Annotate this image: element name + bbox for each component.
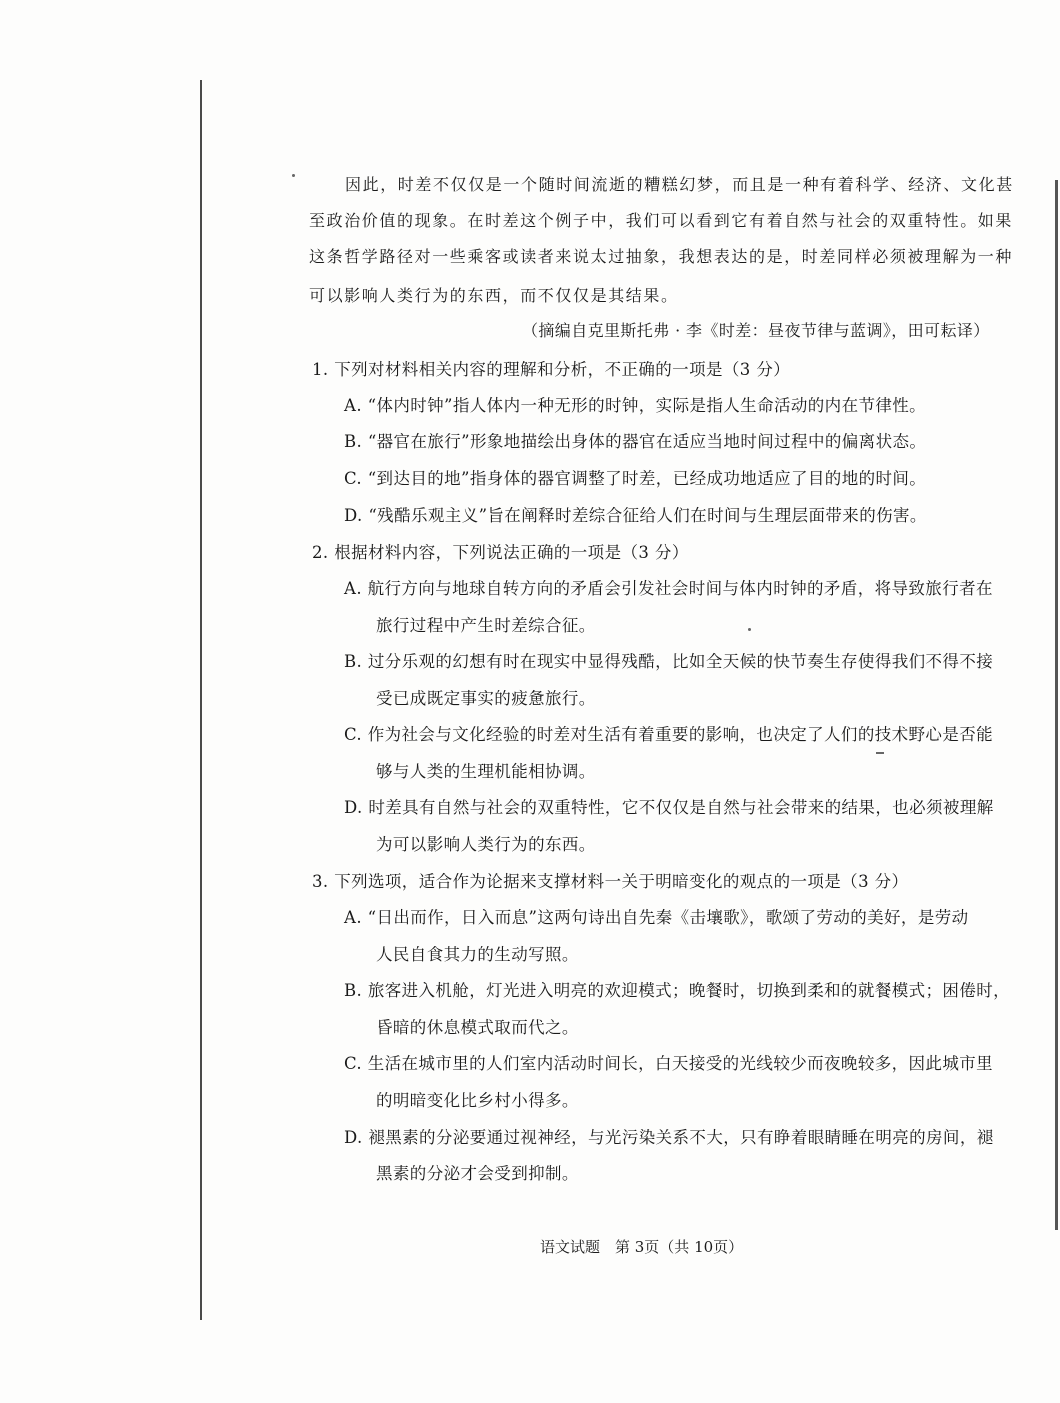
page-footer: 语文试题 第 3页（共 10页） (540, 1238, 744, 1256)
page-edge-line (1055, 180, 1058, 1230)
question-3-option-c: C. 生活在城市里的人们室内活动时间长，白天接受的光线较少而夜晚较多，因此城市里 (344, 1054, 994, 1073)
question-2-option-d: D. 时差具有自然与社会的双重特性，它不仅仅是自然与社会带来的结果，也必须被理解 (344, 798, 994, 817)
question-1-option-a: A. “体内时钟”指人体内一种无形的时钟，实际是指人生命活动的内在节律性。 (344, 396, 927, 415)
question-2-option-c-cont: 够与人类的生理机能相协调。 (376, 762, 596, 781)
question-2-option-a-cont: 旅行过程中产生时差综合征。 (376, 616, 596, 635)
scan-speck (876, 752, 884, 754)
question-2-option-b: B. 过分乐观的幻想有时在现实中显得残酷，比如全天候的快节奏生存使得我们不得不接 (344, 652, 994, 671)
passage-source: （摘编自克里斯托弗 · 李《时差：昼夜节律与蓝调》，田可耘译） (522, 321, 990, 340)
question-3-option-a-cont: 人民自食其力的生动写照。 (376, 945, 579, 964)
question-3-option-d-cont: 黑素的分泌才会受到抑制。 (376, 1164, 579, 1183)
scan-speck (748, 628, 751, 631)
question-1-option-d: D. “残酷乐观主义”旨在阐释时差综合征给人们在时间与生理层面带来的伤害。 (344, 506, 927, 525)
question-2-option-a: A. 航行方向与地球自转方向的矛盾会引发社会时间与体内时钟的矛盾，将导致旅行者在 (344, 579, 993, 598)
question-3-option-b: B. 旅客进入机舱，灯光进入明亮的欢迎模式；晚餐时，切换到柔和的就餐模式；困倦时， (344, 981, 1011, 1000)
question-2-option-d-cont: 为可以影响人类行为的东西。 (376, 835, 596, 854)
question-3-option-a: A. “日出而作，日入而息”这两句诗出自先秦《击壤歌》，歌颂了劳动的美好，是劳动 (344, 908, 969, 927)
passage-line: 因此，时差不仅仅是一个随时间流逝的糟糕幻梦，而且是一种有着科学、经济、文化甚 (345, 175, 1014, 194)
question-2-stem: 2. 根据材料内容，下列说法正确的一项是（3 分） (312, 543, 689, 562)
question-1-option-c: C. “到达目的地”指身体的器官调整了时差，已经成功地适应了目的地的时间。 (344, 469, 927, 488)
scan-speck (292, 174, 295, 177)
passage-line: 可以影响人类行为的东西，而不仅仅是其结果。 (309, 286, 679, 305)
question-3-option-c-cont: 的明暗变化比乡村小得多。 (376, 1091, 579, 1110)
question-3-option-b-cont: 昏暗的休息模式取而代之。 (376, 1018, 579, 1037)
question-3-stem: 3. 下列选项，适合作为论据来支撑材料一关于明暗变化的观点的一项是（3 分） (312, 872, 909, 891)
passage-line: 至政治价值的现象。在时差这个例子中，我们可以看到它有着自然与社会的双重特性。如果 (309, 211, 1014, 230)
passage-line: 这条哲学路径对一些乘客或读者来说太过抽象，我想表达的是，时差同样必须被理解为一种 (309, 247, 1014, 266)
question-1-stem: 1. 下列对材料相关内容的理解和分析，不正确的一项是（3 分） (312, 360, 791, 379)
question-2-option-b-cont: 受已成既定事实的疲惫旅行。 (376, 689, 596, 708)
question-1-option-b: B. “器官在旅行”形象地描绘出身体的器官在适应当地时间过程中的偏离状态。 (344, 432, 927, 451)
question-3-option-d: D. 褪黑素的分泌要通过视神经，与光污染关系不大，只有睁着眼睛睡在明亮的房间，褪 (344, 1128, 994, 1147)
binding-line (200, 80, 202, 1320)
question-2-option-c: C. 作为社会与文化经验的时差对生活有着重要的影响，也决定了人们的技术野心是否能 (344, 725, 994, 744)
